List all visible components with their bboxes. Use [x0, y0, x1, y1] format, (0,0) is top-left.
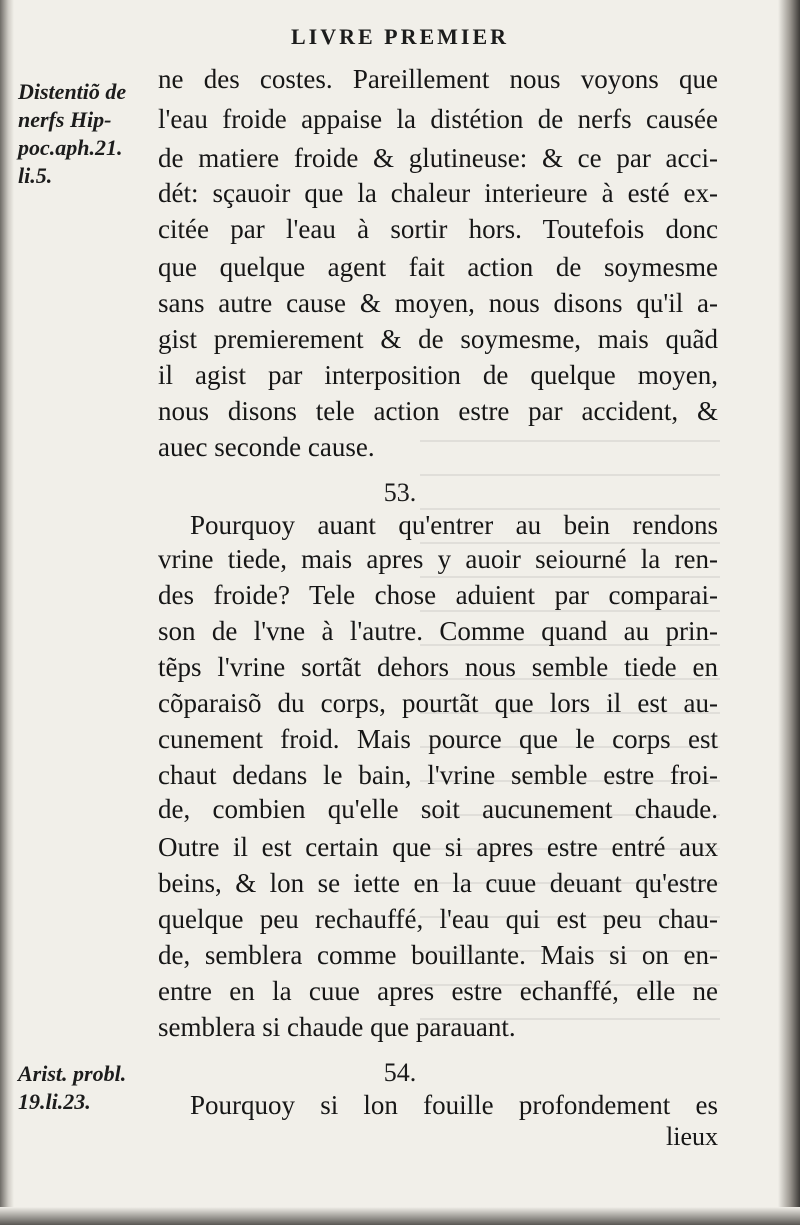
margin-note-hippocrates	[18, 78, 126, 190]
body-line: tẽps l'vrine sortãt dehors nous semble tiede en	[158, 652, 718, 682]
body-line: de, combien qu'elle soit aucunement chaude.	[158, 794, 718, 824]
body-line: chaut dedans le bain, l'vrine semble estre froi-	[158, 760, 718, 790]
margin-note-line: Distentiõ de	[18, 79, 127, 104]
body-line: ne des costes. Pareillement nous voyons que	[158, 64, 718, 94]
body-line: cunement froid. Mais pource que le corps est	[158, 724, 718, 754]
margin-note-line: li.5.	[18, 163, 53, 188]
body-line: son de l'vne à l'autre. Comme quand au prin-	[158, 616, 718, 646]
margin-note-line: nerfs Hip-	[18, 107, 112, 132]
margin-note-line: poc.aph.21.	[18, 135, 123, 160]
body-line: nous disons tele action estre par accident, &	[158, 396, 718, 426]
body-line: entre en la cuue apres estre echanffé, elle ne	[158, 976, 718, 1006]
body-line: beins, & lon se iette en la cuue deuant qu'estre	[158, 868, 718, 898]
body-line: gist premierement & de soymesme, mais quãd	[158, 324, 718, 354]
body-line: Outre il est certain que si apres estre entré aux	[158, 832, 718, 862]
body-line: auec seconde cause.	[158, 432, 375, 462]
body-line: citée par l'eau à sortir hors. Toutefois donc	[158, 214, 718, 244]
running-head: LIVRE PREMIER	[290, 24, 510, 49]
margin-note-line: Arist. probl.	[18, 1061, 127, 1086]
body-line: des froide? Tele chose aduient par comparai-	[158, 580, 718, 610]
body-line: Pourquoy auant qu'entrer au bein rendons	[190, 510, 718, 540]
body-line: il agist par interposition de quelque moyen,	[158, 360, 718, 390]
body-line: dét: sçauoir que la chaleur interieure à esté ex-	[158, 178, 718, 208]
body-line: cõparaisõ du corps, pourtãt que lors il est au-	[158, 688, 718, 718]
body-line: Pourquoy si lon fouille profondement es	[190, 1090, 718, 1120]
margin-note-line: 19.li.23.	[18, 1089, 91, 1114]
body-line: sans autre cause & moyen, nous disons qu'il a-	[158, 288, 718, 318]
page-edge-right	[778, 0, 800, 1225]
section-number-54: 54.	[383, 1058, 417, 1087]
body-line: que quelque agent fait action de soymesme	[158, 252, 718, 282]
body-line: l'eau froide appaise la distétion de nerfs causée	[158, 104, 718, 134]
body-line: semblera si chaude que parauant.	[158, 1012, 516, 1042]
body-line: vrine tiede, mais apres y auoir seiourné la ren-	[158, 544, 718, 574]
section-number-53: 53.	[383, 478, 417, 507]
body-line: de matiere froide & glutineuse: & ce par acci-	[158, 143, 718, 173]
catchword: lieux	[666, 1122, 718, 1151]
page-edge-bottom	[0, 1207, 800, 1225]
body-line: quelque peu rechauffé, l'eau qui est peu chau-	[158, 904, 718, 934]
page-edge-left	[0, 0, 14, 1225]
body-line: de, semblera comme bouillante. Mais si on en-	[158, 940, 718, 970]
